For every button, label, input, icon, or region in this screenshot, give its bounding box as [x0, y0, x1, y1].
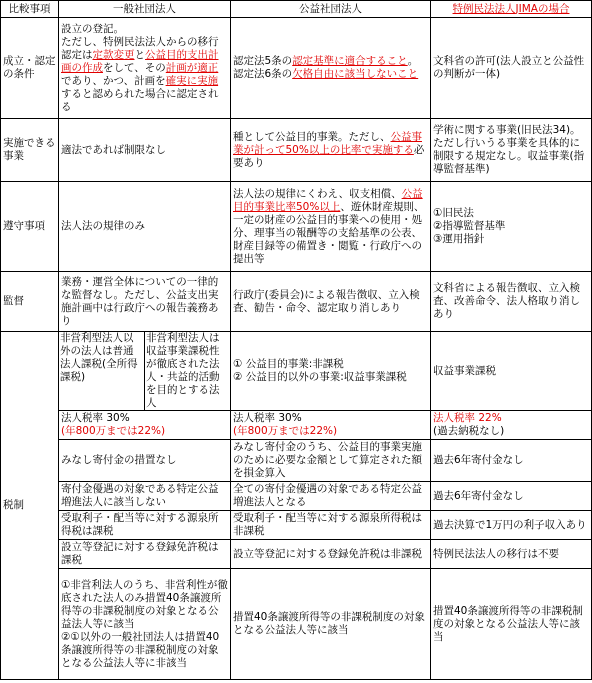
- tax-r6-public: 設立等登記に対する登録免許税は非課税: [231, 540, 431, 569]
- compliance-public: [231, 182, 431, 272]
- row-tax-5: [1, 511, 592, 540]
- tax-r7-general: ①非営利法人のうち、非営利性が徹底された法人のみ措置40条譲渡所得等の非課税制度の対象となる公益法人等に該当 ②①以外の一般社団法人は措置40条譲渡所得等の非課税制度の対象となる公益法人等に非該当: [59, 569, 231, 680]
- row-supervision: [1, 272, 592, 332]
- business-public-a: 種として公益目的事業。ただし、: [233, 130, 391, 143]
- compliance-jima-1: ①旧民法: [433, 207, 474, 219]
- tax-r1-general-left: 非営利型法人以外の法人は普通法人課税(全所得課税): [60, 332, 138, 383]
- tax-r3-general: みなし寄付金の措置なし: [59, 440, 231, 482]
- header-item: 比較事項: [1, 1, 59, 18]
- tax-r3-jima: 過去6年寄付金なし: [431, 440, 592, 482]
- compliance-general: 法人法の規律のみ: [59, 182, 231, 272]
- tax-r7-jima: 措置40条譲渡所得等の非課税制度の対象となる公益法人等に該当: [431, 569, 592, 680]
- supervision-public: 行政庁(委員会)による報告徴収、立入検査、勧告・命令、認定取り消しあり: [231, 272, 431, 332]
- compliance-public-b: 公益目的事業比率50%以上: [233, 187, 423, 213]
- row-business: [1, 119, 592, 182]
- establish-general: [59, 18, 231, 119]
- tax-r1-general-split: [59, 332, 230, 410]
- tax-r2-jima-b: (過去納税なし): [433, 425, 505, 437]
- business-general: 適法であれば制限なし: [59, 119, 231, 182]
- establish-general-a: 設立の登記。: [61, 22, 124, 35]
- tax-r1-jima: 収益事業課税: [431, 332, 592, 411]
- tax-r2-public-b: (年800万までは22%): [233, 425, 338, 437]
- row-tax-4: [1, 482, 592, 511]
- tax-r5-public: 受取利子・配当等に対する源泉所得税は非課税: [231, 511, 431, 540]
- supervision-general: 業務・運営全体についての一律的な監督なし。ただし、公益支出実施計画中は行政庁への報告義務あり: [59, 272, 231, 332]
- tax-r5-general: 受取利子・配当等に対する源泉所得税は課税: [59, 511, 231, 540]
- tax-r6-general: 設立等登記に対する登録免許税は課税: [59, 540, 231, 569]
- business-public-c: 必要あり: [233, 143, 425, 169]
- tax-r4-public: 全ての寄付金優遇の対象である特定公益増進法人となる: [231, 482, 431, 511]
- row-tax-1: [1, 332, 592, 411]
- establish-general-b: ただし、特例民法法人からの移行認定は: [61, 35, 219, 61]
- establish-general-c: 定款変更: [92, 48, 135, 61]
- header-jima: 特例民法法人JIMAの場合: [431, 1, 592, 18]
- label-establish: 成立・認定の条件: [1, 18, 59, 119]
- establish-public-b: 認定基準に適合すること: [292, 55, 408, 67]
- tax-r2-general: [59, 411, 231, 440]
- label-tax: 税制: [1, 332, 59, 680]
- establish-public-d: 欠格自由に該当しないこと: [292, 68, 419, 80]
- establish-jima: 文科省の許可(法人設立と公益性の判断が一体): [431, 18, 592, 119]
- tax-r4-jima: 過去6年寄付金なし: [431, 482, 592, 511]
- compliance-jima-3: ③運用指針: [433, 233, 485, 245]
- business-public-b: 公益事業が計って50%以上の比率で実施する: [233, 130, 422, 156]
- row-tax-2: [1, 411, 592, 440]
- tax-r2-public-a: 法人税率 30%: [233, 412, 302, 424]
- tax-r7-public: 措置40条譲渡所得等の非課税制度の対象となる公益法人等に該当: [231, 569, 431, 680]
- header-public: 公益社団法人: [231, 1, 431, 18]
- row-tax-7: [1, 569, 592, 680]
- row-establish: [1, 18, 592, 119]
- row-tax-3: [1, 440, 592, 482]
- establish-general-f: をして、その: [103, 61, 166, 74]
- tax-r1-public: ① 公益目的事業:非課税 ② 公益目的以外の事業:収益事業課税: [231, 332, 431, 411]
- header-row: [1, 1, 592, 18]
- establish-general-e: 公益目的支出計画の作成: [61, 48, 219, 74]
- establish-general-j: すると認められた場合に認定される: [61, 87, 219, 113]
- tax-r2-jima: [431, 411, 592, 440]
- compliance-public-c: 、遊休財産規則、一定の財産の公益目的事業への使用・処分、理事当の報酬等の支給基準の公表、財産目録等の備置き・閲覧・行政庁への提出等: [233, 200, 425, 265]
- tax-r2-jima-a: 法人税率 22%: [433, 412, 502, 424]
- establish-general-g: 計画が適正: [165, 61, 219, 74]
- supervision-jima: 文科省による報告徴収、立入検査、改善命令、法人格取り消しあり: [431, 272, 592, 332]
- tax-r4-general: 寄付金優遇の対象である特定公益増進法人に該当しない: [59, 482, 231, 511]
- tax-r6-jima: 特例民法法人の移行は不要: [431, 540, 592, 569]
- business-jima: 学術に関する事業(旧民法34)。ただし行いうる事業を具体的に制限する規定なし。収益事業(指導監督基準): [431, 119, 592, 182]
- compliance-jima: [431, 182, 592, 272]
- tax-r5-jima: 過去決算で1万円の利子収入あり: [431, 511, 592, 540]
- establish-general-d: と: [134, 48, 145, 61]
- tax-r1-general-right: 非営利型法人は収益事業課税性が徹底された法人・共益的活動を目的とする法人: [145, 332, 231, 410]
- business-public: [231, 119, 431, 182]
- tax-r2-public: [231, 411, 431, 440]
- establish-public-c: 。認定法6条の: [233, 55, 419, 80]
- establish-public: [231, 18, 431, 119]
- compliance-public-a: 法人法の規律にくわえ、収支相償、: [233, 187, 402, 200]
- compliance-jima-2: ②指導監督基準: [433, 220, 506, 232]
- tax-r1-general: [59, 332, 231, 411]
- row-compliance: [1, 182, 592, 272]
- tax-r2-general-b: (年800万までは22%): [61, 425, 166, 437]
- establish-general-h: であり、かつ、計画を: [61, 74, 166, 87]
- label-supervision: 監督: [1, 272, 59, 332]
- label-compliance: 遵守事項: [1, 182, 59, 272]
- tax-r3-public: みなし寄付金のうち、公益目的事業実施のために必要な金額として算定された額を損金算入: [231, 440, 431, 482]
- establish-public-a: 認定法5条の: [233, 55, 293, 67]
- header-general: 一般社団法人: [59, 1, 231, 18]
- tax-r2-general-a: 法人税率 30%: [61, 412, 130, 424]
- establish-general-i: 確実に実施: [165, 74, 219, 87]
- label-business: 実施できる事業: [1, 119, 59, 182]
- row-tax-6: [1, 540, 592, 569]
